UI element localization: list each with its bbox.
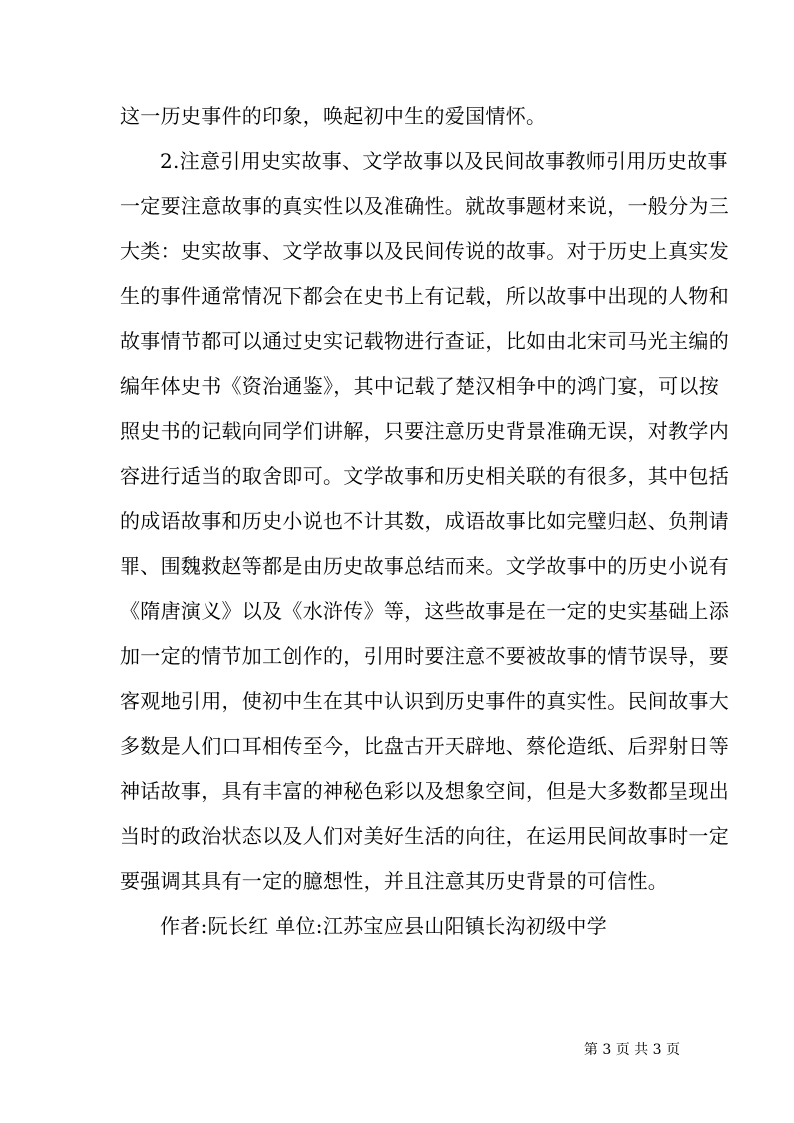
text-line: 加一定的情节加工创作的，引用时要注意不要被故事的情节误导，要 <box>120 644 729 668</box>
text-line: 照史书的记载向同学们讲解，只要注意历史背景准确无误，对教学内 <box>120 419 729 443</box>
text-line: 当时的政治状态以及人们对美好生活的向往，在运用民间故事时一定 <box>120 824 729 848</box>
text-line: 容进行适当的取舍即可。文学故事和历史相关联的有很多，其中包括 <box>120 464 729 488</box>
text-line: 大类：史实故事、文学故事以及民间传说的故事。对于历史上真实发 <box>120 239 729 263</box>
text-line: 故事情节都可以通过史实记载物进行查证，比如由北宋司马光主编的 <box>120 329 729 353</box>
text-line: 这一历史事件的印象，唤起初中生的爱国情怀。 <box>120 104 547 128</box>
text-line: 神话故事，具有丰富的神秘色彩以及想象空间，但是大多数都呈现出 <box>120 779 729 803</box>
text-line: 多数是人们口耳相传至今，比盘古开天辟地、蔡伦造纸、后羿射日等 <box>120 734 729 758</box>
text-line: 生的事件通常情况下都会在史书上有记载，所以故事中出现的人物和 <box>120 284 729 308</box>
page-number-footer: 第 3 页 共 3 页 <box>583 1042 680 1058</box>
author-line: 作者:阮长红 单位:江苏宝应县山阳镇长沟初级中学 <box>160 914 608 938</box>
text-line: 罪、围魏救赵等都是由历史故事总结而来。文学故事中的历史小说有 <box>120 554 729 578</box>
text-line: 要强调其具有一定的臆想性，并且注意其历史背景的可信性。 <box>120 869 669 893</box>
text-line: 一定要注意故事的真实性以及准确性。就故事题材来说，一般分为三 <box>120 194 729 218</box>
text-line: 《隋唐演义》以及《水浒传》等，这些故事是在一定的史实基础上添 <box>120 599 729 623</box>
text-line: 客观地引用，使初中生在其中认识到历史事件的真实性。民间故事大 <box>120 689 729 713</box>
text-line: 编年体史书《资治通鉴》，其中记载了楚汉相争中的鸿门宴，可以按 <box>120 374 719 398</box>
section-heading-line: 2.注意引用史实故事、文学故事以及民间故事教师引用历史故事 <box>160 149 728 173</box>
text-line: 的成语故事和历史小说也不计其数，成语故事比如完璧归赵、负荆请 <box>120 509 729 533</box>
